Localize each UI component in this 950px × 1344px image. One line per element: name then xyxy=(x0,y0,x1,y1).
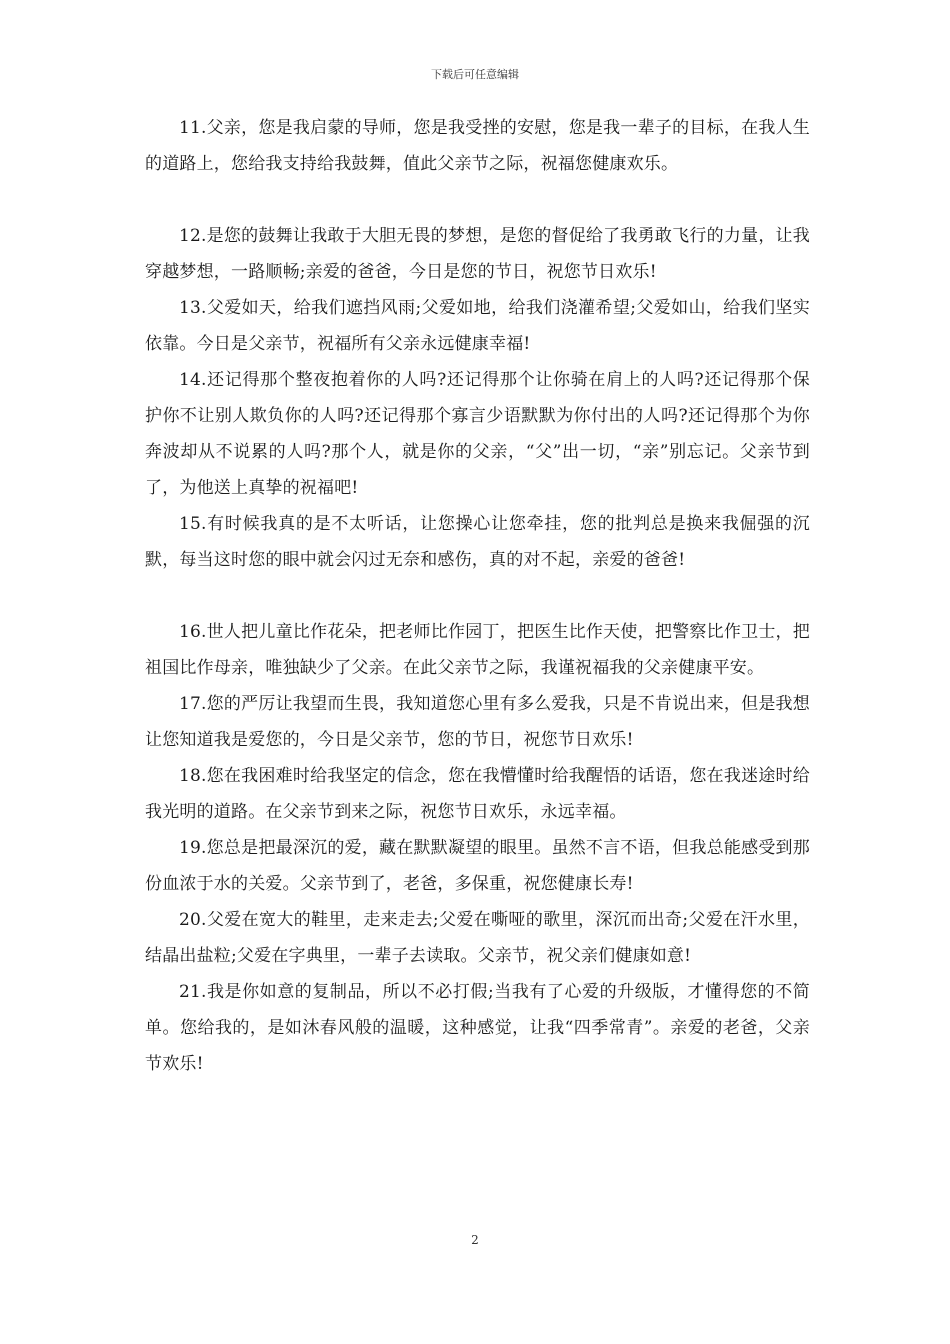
page-number: 2 xyxy=(471,1233,479,1247)
paragraph-16: 16.世人把儿童比作花朵，把老师比作园丁，把医生比作天使，把警察比作卫士，把祖国比作母亲，唯独缺少了父亲。在此父亲节之际，我谨祝福我的父亲健康平安。 xyxy=(145,622,810,678)
paragraph-15: 15.有时候我真的是不太听话，让您操心让您牵挂，您的批判总是换来我倔强的沉默，每当这时您的眼中就会闪过无奈和感伤，真的对不起，亲爱的爸爸! xyxy=(145,514,810,570)
page-header: 下载后可任意编辑 xyxy=(431,68,519,81)
paragraph-17: 17.您的严厉让我望而生畏，我知道您心里有多么爱我，只是不肯说出来，但是我想让您知道我是爱您的，今日是父亲节，您的节日，祝您节日欢乐! xyxy=(145,694,810,750)
paragraph-18: 18.您在我困难时给我坚定的信念，您在我懵懂时给我醒悟的话语，您在我迷途时给我光明的道路。在父亲节到来之际，祝您节日欢乐，永远幸福。 xyxy=(145,766,810,822)
paragraph-19: 19.您总是把最深沉的爱，藏在默默凝望的眼里。虽然不言不语，但我总能感受到那份血浓于水的关爱。父亲节到了，老爸，多保重，祝您健康长寿! xyxy=(145,838,810,894)
paragraph-13: 13.父爱如天，给我们遮挡风雨;父爱如地，给我们浇灌希望;父爱如山，给我们坚实依靠。今日是父亲节，祝福所有父亲永远健康幸福! xyxy=(145,298,810,354)
paragraph-11: 11.父亲，您是我启蒙的导师，您是我受挫的安慰，您是我一辈子的目标，在我人生的道路上，您给我支持给我鼓舞，值此父亲节之际，祝福您健康欢乐。 xyxy=(145,118,810,174)
paragraph-14: 14.还记得那个整夜抱着你的人吗?还记得那个让你骑在肩上的人吗?还记得那个保护你不让别人欺负你的人吗?还记得那个寡言少语默默为你付出的人吗?还记得那个为你奔波却从不说累的人吗?那个人，就是你的父亲，“父”出一切，“亲”别忘记。父亲节到了，为他送上真挚的祝福吧! xyxy=(145,370,810,498)
paragraph-20: 20.父爱在宽大的鞋里，走来走去;父爱在嘶哑的歌里，深沉而出奇;父爱在汗水里，结晶出盐粒;父爱在字典里，一辈子去读取。父亲节，祝父亲们健康如意! xyxy=(145,910,810,966)
paragraph-12: 12.是您的鼓舞让我敢于大胆无畏的梦想，是您的督促给了我勇敢飞行的力量，让我穿越梦想，一路顺畅;亲爱的爸爸，今日是您的节日，祝您节日欢乐! xyxy=(145,226,810,282)
document-body xyxy=(145,110,810,1082)
paragraph-21: 21.我是你如意的复制品，所以不必打假;当我有了心爱的升级版，才懂得您的不简单。您给我的，是如沐春风般的温暖，这种感觉，让我“四季常青”。亲爱的老爸，父亲节欢乐! xyxy=(145,982,810,1074)
